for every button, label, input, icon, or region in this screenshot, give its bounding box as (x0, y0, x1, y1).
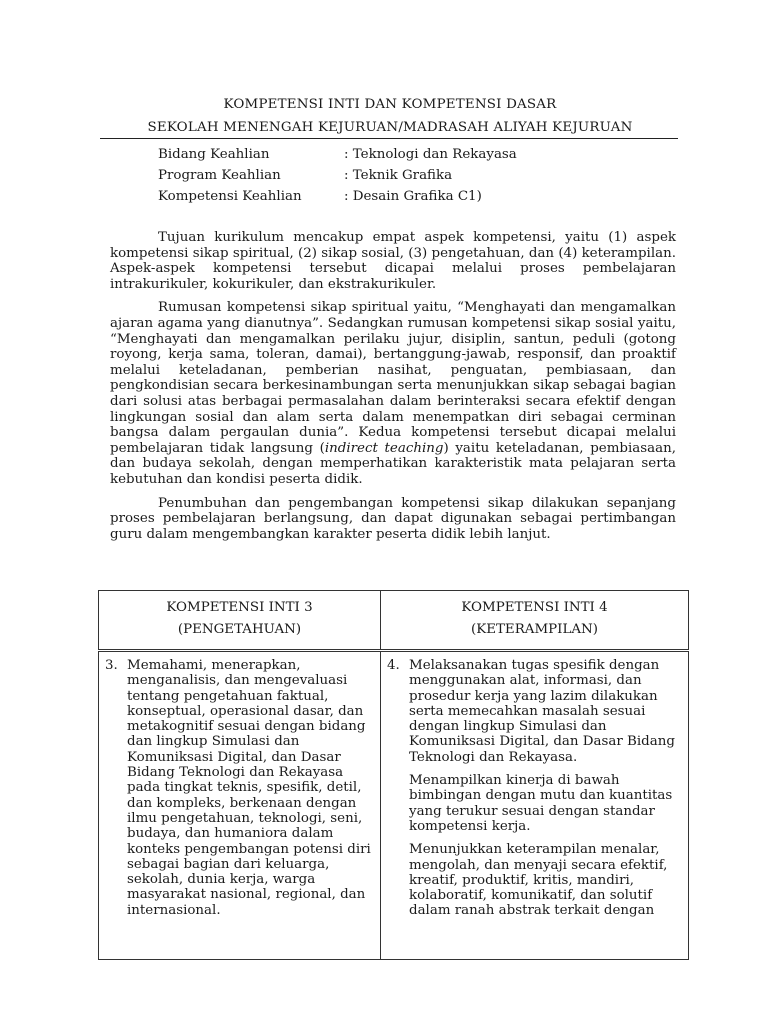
meta-row-kompetensi (158, 186, 678, 207)
meta-row-bidang (158, 144, 678, 165)
body-text (110, 230, 676, 550)
item-number: 3. (105, 658, 118, 673)
document-subtitle: SEKOLAH MENENGAH KEJURUAN/MADRASAH ALIYAH KEJURUAN (147, 120, 633, 135)
header-ki3-subtitle: (PENGETAHUAN) (177, 622, 302, 637)
header-ki4-subtitle: (KETERAMPILAN) (471, 622, 598, 637)
program-info (158, 144, 678, 207)
list-item (387, 658, 680, 765)
meta-label: Bidang Keahlian (158, 147, 270, 162)
sub-paragraph: Menunjukkan keterampilan menalar, mengolah, dan menyaji secara efektif, kreatif, produktif, kritis, mandiri, kolaboratif, komunikatif, dan solutif dalam ranah abstrak terkait dengan (409, 842, 668, 919)
table-row (99, 651, 689, 960)
header-ki4 (381, 591, 689, 651)
competency-table (98, 590, 689, 960)
italic-term: indirect teaching (324, 440, 444, 456)
paragraph-rumusan-text-end: ) yaitu keteladanan, pembiasaan, dan budaya sekolah, dengan memperhatikan karakteristik mata pelajaran serta kebutuhan dan kondisi peserta didik. (110, 440, 676, 487)
list-item (105, 658, 372, 918)
table-header-row (99, 591, 689, 651)
item-text: Melaksanakan tugas spesifik dengan menggunakan alat, informasi, dan prosedur kerja yang lazim dilakukan serta memecahkan masalah sesuai dengan lingkup Simulasi dan Komuniksasi Digital, dan Dasar Bidang Teknologi dan Rekayasa. (409, 658, 675, 765)
meta-label: Program Keahlian (158, 168, 281, 183)
meta-value: : Desain Grafika C1) (344, 189, 482, 204)
item-number: 4. (387, 658, 400, 673)
meta-label: Kompetensi Keahlian (158, 189, 302, 204)
meta-value: : Teknik Grafika (344, 168, 453, 183)
title-divider (100, 138, 678, 139)
header-ki3-title: KOMPETENSI INTI 3 (166, 600, 313, 615)
sub-paragraph: Menampilkan kinerja di bawah bimbingan dengan mutu dan kuantitas yang terukur sesuai dengan standar kompetensi kerja. (409, 773, 673, 834)
paragraph-rumusan (110, 300, 676, 487)
header-ki3 (99, 591, 381, 651)
paragraph-tujuan: Tujuan kurikulum mencakup empat aspek kompetensi, yaitu (1) aspek kompetensi sikap spiritual, (2) sikap sosial, (3) pengetahuan, dan (4) keterampilan. Aspek-aspek kompetensi tersebut dicapai melalui proses pembelajaran intrakurikuler, kokurikuler, dan ekstrakurikuler. (110, 230, 676, 292)
document-title: KOMPETENSI INTI DAN KOMPETENSI DASAR (223, 97, 557, 112)
header-ki4-title: KOMPETENSI INTI 4 (461, 600, 608, 615)
meta-row-program (158, 165, 678, 186)
paragraph-penumbuhan: Penumbuhan dan pengembangan kompetensi sikap dilakukan sepanjang proses pembelajaran berlangsung, dan dapat digunakan sebagai pertimbangan guru dalam mengembangkan karakter peserta didik lebih lanjut. (110, 495, 676, 542)
cell-ki4 (381, 651, 689, 960)
paragraph-rumusan-text: Rumusan kompetensi sikap spiritual yaitu, “Menghayati dan mengamalkan ajaran agama yang dianutnya”. Sedangkan rumusan kompetensi sikap sosial yaitu, “Menghayati dan mengamalkan perilaku jujur, disiplin, santun, peduli (gotong royong, kerja sama, toleran, damai), bertanggung-jawab, responsif, dan proaktif melalui keteladanan, pemberian nasihat, penguatan, pembiasaan, dan pengkondisian secara berkesinambungan serta menunjukkan sikap sebagai bagian dari solusi atas berbagai permasalahan dalam berinteraksi secara efektif dengan lingkungan sosial dan alam serta dalam menempatkan diri sebagai cerminan bangsa dalam pergaulan dunia”. Kedua kompetensi tersebut dicapai melalui pembelajaran tidak langsung ( (110, 300, 676, 456)
cell-ki3 (99, 651, 381, 960)
meta-value: : Teknologi dan Rekayasa (344, 147, 517, 162)
item-text: Memahami, menerapkan, menganalisis, dan mengevaluasi tentang pengetahuan faktual, konseptual, operasional dasar, dan metakognitif sesuai dengan bidang dan lingkup Simulasi dan Komuniksasi Digital, dan Dasar Bidang Teknologi dan Rekayasa pada tingkat teknis, spesifik, detil, dan kompleks, berkenaan dengan ilmu pengetahuan, teknologi, seni, budaya, dan humaniora dalam konteks pengembangan potensi diri sebagai bagian dari keluarga, sekolah, dunia kerja, warga masyarakat nasional, regional, dan internasional. (127, 658, 371, 918)
